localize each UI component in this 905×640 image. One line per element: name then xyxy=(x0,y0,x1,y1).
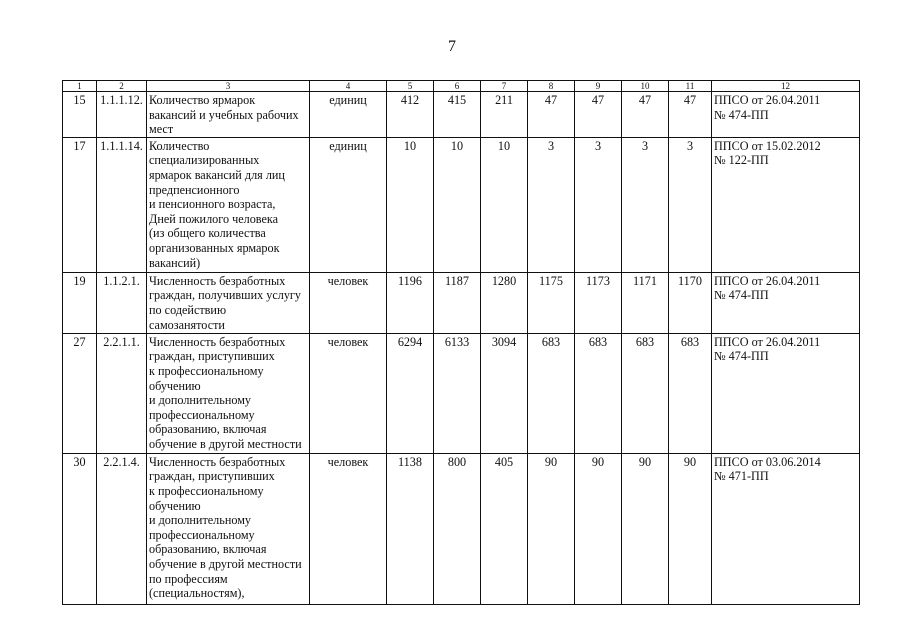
table-row xyxy=(63,333,860,453)
value-cell: 1280 xyxy=(481,272,528,333)
document-reference: ППСО от 26.04.2011 № 474-ПП xyxy=(712,333,860,453)
indicator-name: Количество ярмарок вакансий и учебных рабочих мест xyxy=(147,92,310,138)
value-cell: 47 xyxy=(575,92,622,138)
value-cell: 1196 xyxy=(387,272,434,333)
indicator-name: Численность безработных граждан, приступивших к профессиональному обучению и дополнительному профессиональному образованию, включая обучение в другой местности по профессиям (специальностям), xyxy=(147,453,310,604)
document-reference: ППСО от 03.06.2014 № 471-ПП xyxy=(712,453,860,604)
column-header: 10 xyxy=(622,81,669,92)
column-header: 2 xyxy=(97,81,147,92)
column-header: 7 xyxy=(481,81,528,92)
value-cell: 6133 xyxy=(434,333,481,453)
page-number: 7 xyxy=(448,38,456,55)
value-cell: 10 xyxy=(434,137,481,272)
unit-cell: единиц xyxy=(310,137,387,272)
value-cell: 47 xyxy=(528,92,575,138)
column-header: 6 xyxy=(434,81,481,92)
value-cell: 10 xyxy=(387,137,434,272)
row-number: 27 xyxy=(63,333,97,453)
unit-cell: единиц xyxy=(310,92,387,138)
value-cell: 90 xyxy=(622,453,669,604)
row-number: 19 xyxy=(63,272,97,333)
value-cell: 405 xyxy=(481,453,528,604)
indicator-code: 2.2.1.1. xyxy=(97,333,147,453)
value-cell: 3094 xyxy=(481,333,528,453)
row-number: 15 xyxy=(63,92,97,138)
value-cell: 90 xyxy=(575,453,622,604)
value-cell: 683 xyxy=(669,333,712,453)
table-row xyxy=(63,453,860,604)
unit-cell: человек xyxy=(310,272,387,333)
column-header: 8 xyxy=(528,81,575,92)
document-reference: ППСО от 26.04.2011 № 474-ПП xyxy=(712,92,860,138)
value-cell: 1173 xyxy=(575,272,622,333)
value-cell: 10 xyxy=(481,137,528,272)
value-cell: 1171 xyxy=(622,272,669,333)
column-header: 12 xyxy=(712,81,860,92)
document-reference: ППСО от 26.04.2011 № 474-ПП xyxy=(712,272,860,333)
value-cell: 1175 xyxy=(528,272,575,333)
value-cell: 415 xyxy=(434,92,481,138)
value-cell: 90 xyxy=(669,453,712,604)
indicator-code: 1.1.1.14. xyxy=(97,137,147,272)
indicator-code: 2.2.1.4. xyxy=(97,453,147,604)
value-cell: 6294 xyxy=(387,333,434,453)
indicator-name: Количество специализированных ярмарок вакансий для лиц предпенсионного и пенсионного возраста, Дней пожилого человека (из общего количества организованных ярмарок вакансий) xyxy=(147,137,310,272)
indicator-code: 1.1.1.12. xyxy=(97,92,147,138)
value-cell: 3 xyxy=(575,137,622,272)
value-cell: 90 xyxy=(528,453,575,604)
indicator-name: Численность безработных граждан, приступивших к профессиональному обучению и дополнительному профессиональному образованию, включая обучение в другой местности xyxy=(147,333,310,453)
unit-cell: человек xyxy=(310,333,387,453)
value-cell: 1170 xyxy=(669,272,712,333)
column-header: 3 xyxy=(147,81,310,92)
unit-cell: человек xyxy=(310,453,387,604)
column-header: 4 xyxy=(310,81,387,92)
document-reference: ППСО от 15.02.2012 № 122-ПП xyxy=(712,137,860,272)
indicator-code: 1.1.2.1. xyxy=(97,272,147,333)
value-cell: 3 xyxy=(528,137,575,272)
row-number: 30 xyxy=(63,453,97,604)
value-cell: 683 xyxy=(622,333,669,453)
value-cell: 211 xyxy=(481,92,528,138)
row-number: 17 xyxy=(63,137,97,272)
value-cell: 47 xyxy=(669,92,712,138)
value-cell: 1187 xyxy=(434,272,481,333)
table-row xyxy=(63,272,860,333)
value-cell: 683 xyxy=(575,333,622,453)
header-row xyxy=(63,81,860,92)
column-header: 1 xyxy=(63,81,97,92)
table-row xyxy=(63,92,860,138)
data-table xyxy=(62,80,860,605)
value-cell: 3 xyxy=(669,137,712,272)
column-header: 5 xyxy=(387,81,434,92)
value-cell: 3 xyxy=(622,137,669,272)
value-cell: 47 xyxy=(622,92,669,138)
value-cell: 412 xyxy=(387,92,434,138)
value-cell: 683 xyxy=(528,333,575,453)
column-header: 9 xyxy=(575,81,622,92)
table-row xyxy=(63,137,860,272)
column-header: 11 xyxy=(669,81,712,92)
value-cell: 800 xyxy=(434,453,481,604)
value-cell: 1138 xyxy=(387,453,434,604)
indicator-name: Численность безработных граждан, получивших услугу по содействию самозанятости xyxy=(147,272,310,333)
